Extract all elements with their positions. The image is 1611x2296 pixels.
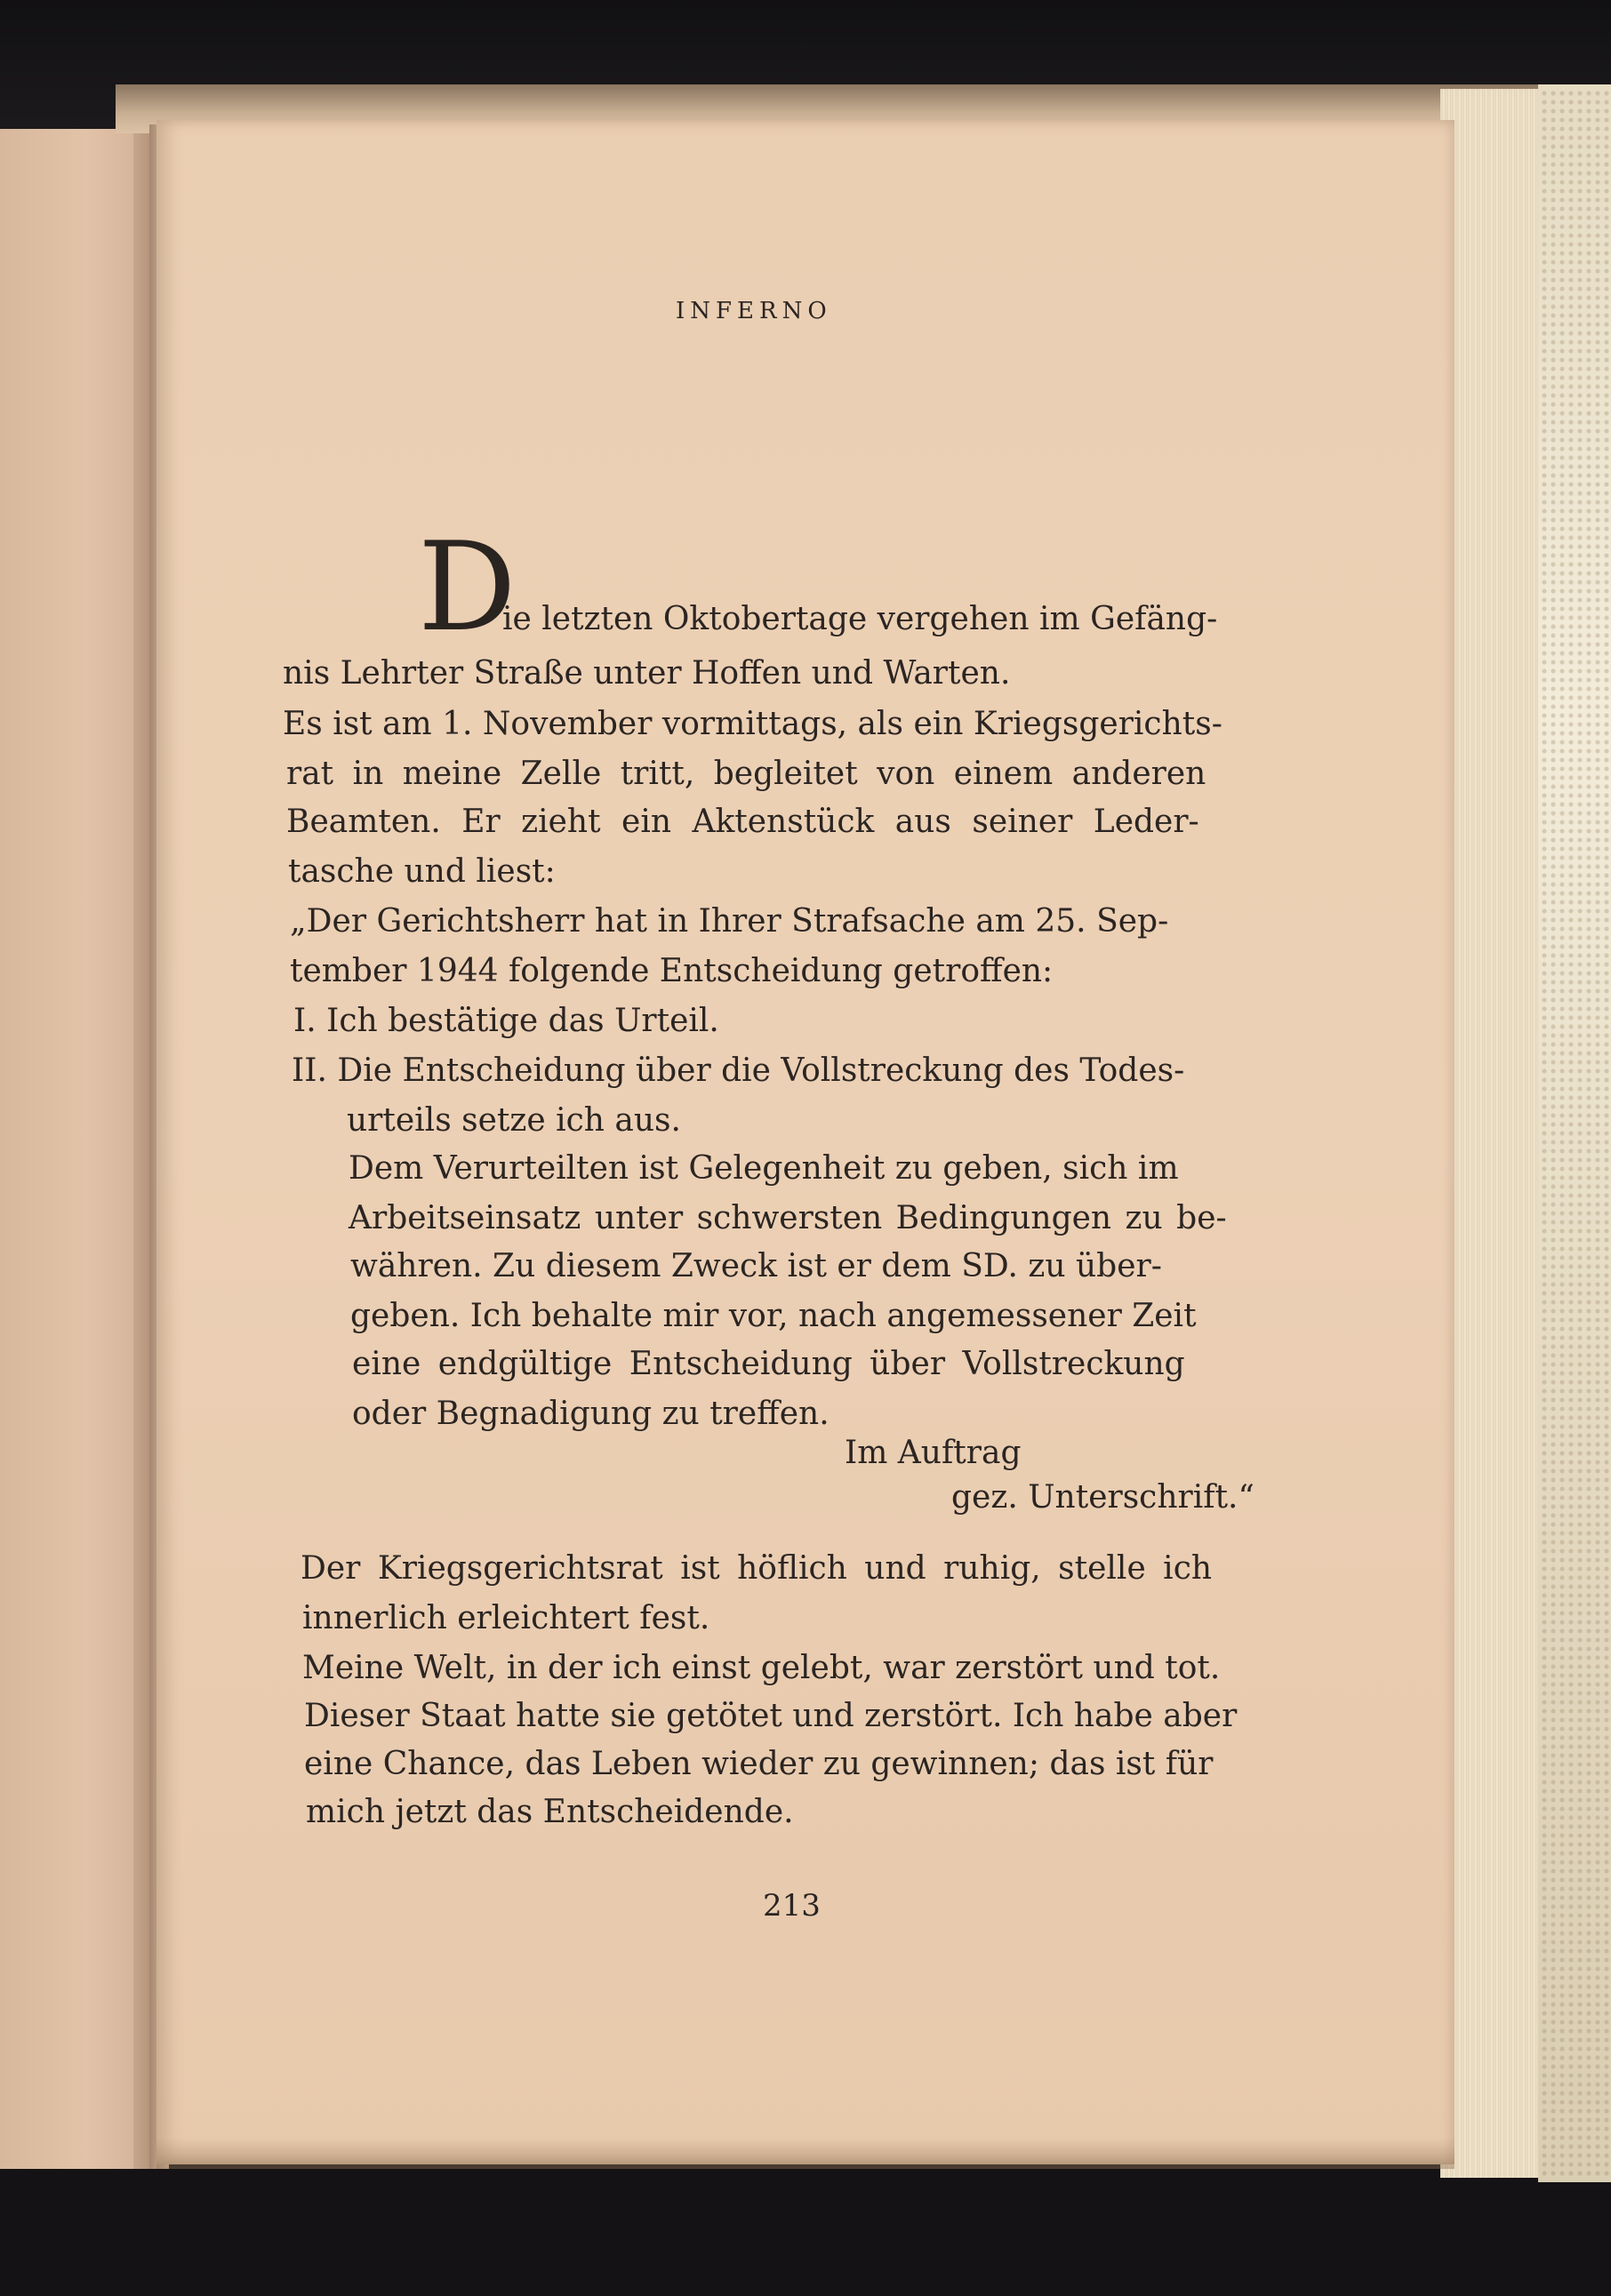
text-line: nis Lehrter Straße unter Hoffen und Warten. (283, 655, 1011, 692)
left-page (0, 129, 156, 2169)
signature-line: Im Auftrag (845, 1435, 1022, 1471)
text-line: „Der Gerichtsherr hat in Ihrer Strafsache am 25. Sep- (290, 903, 1169, 940)
text-line: ie letzten Oktobertage vergehen im Gefäng- (502, 601, 1218, 637)
text-line: innerlich erleichtert fest. (302, 1600, 710, 1636)
text-line: Der Kriegsgerichtsrat ist höflich und ruhig, stelle ich (301, 1550, 1213, 1587)
text-line: Arbeitseinsatz unter schwersten Bedingungen zu be- (349, 1200, 1227, 1236)
text-line: urteils setze ich aus. (347, 1102, 681, 1139)
running-head: INFERNO (676, 298, 832, 324)
text-line: Dieser Staat hatte sie getötet und zerstört. Ich habe aber (304, 1698, 1238, 1734)
text-line: geben. Ich behalte mir vor, nach angemessener Zeit (350, 1298, 1197, 1334)
text-line: tember 1944 folgende Entscheidung getroffen: (290, 953, 1054, 989)
cover-texture (1540, 89, 1609, 2178)
text-line: mich jetzt das Entscheidende. (306, 1794, 794, 1830)
text-line: Beamten. Er zieht ein Aktenstück aus seiner Leder- (286, 804, 1199, 840)
page-shadow (156, 2138, 1455, 2169)
text-line: I. Ich bestätige das Urteil. (293, 1003, 719, 1039)
signature-line: gez. Unterschrift.“ (951, 1479, 1254, 1516)
text-line: rat in meine Zelle tritt, begleitet von einem anderen (286, 756, 1206, 792)
text-line: II. Die Entscheidung über die Vollstreckung des Todes- (292, 1052, 1185, 1089)
text-line: währen. Zu diesem Zweck ist er dem SD. zu über- (350, 1248, 1162, 1284)
drop-cap: D (418, 516, 517, 659)
page-number: 213 (763, 1888, 821, 1924)
text-line: oder Begnadigung zu treffen. (352, 1396, 830, 1432)
text-line: eine endgültige Entscheidung über Vollstreckung (352, 1346, 1185, 1382)
text-line: Es ist am 1. November vormittags, als ein Kriegsgerichts- (283, 706, 1222, 742)
text-line: tasche und liest: (288, 853, 556, 890)
text-line: eine Chance, das Leben wieder zu gewinnen; das ist für (304, 1746, 1214, 1782)
text-line: Meine Welt, in der ich einst gelebt, war zerstört und tot. (302, 1650, 1221, 1686)
text-line: Dem Verurteilten ist Gelegenheit zu geben, sich im (349, 1150, 1179, 1187)
background-bottom (0, 2169, 1611, 2296)
